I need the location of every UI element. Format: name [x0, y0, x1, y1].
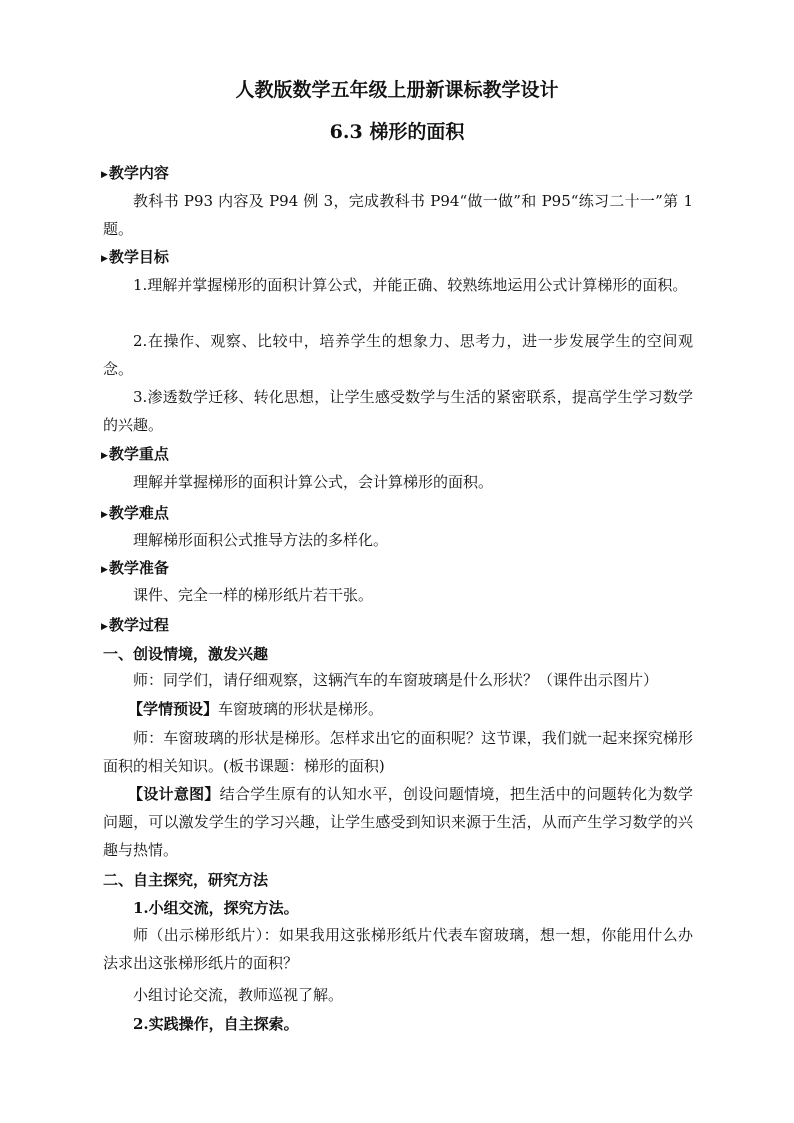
- lesson-subtitle: 6.3 梯形的面积: [329, 121, 465, 143]
- intent-paragraph: [103, 780, 693, 864]
- goal-item-3: 3.渗透数学迁移、转化思想，让学生感受数学与生活的紧密联系，提高学生学习数学的兴趣。: [103, 388, 693, 434]
- teacher-paragraph-3: 师（出示梯形纸片）：如果我用这张梯形纸片代表车窗玻璃，想一想，你能用什么办法求出这张梯形纸片的面积？: [103, 926, 693, 972]
- preview-paragraph: [128, 698, 383, 720]
- step1-heading: 1.小组交流，探究方法。: [133, 899, 299, 917]
- goal-item-2: 2.在操作、观察、比较中，培养学生的想象力、思考力，进一步发展学生的空间观念。: [103, 332, 693, 378]
- document-title: 人教版数学五年级上册新课标教学设计: [235, 79, 559, 101]
- section-heading-goals: ▶教学目标: [101, 248, 169, 266]
- intent-label: 【设计意图】: [128, 785, 220, 803]
- intent-text: 结合学生原有的认知水平，创设问题情境，把生活中的问题转化为数学问题，可以激发学生的学习兴趣，让学生感受到知识来源于生活，从而产生学习数学的兴趣与热情。: [103, 785, 693, 859]
- bullet-triangle-icon: ▶: [101, 510, 108, 520]
- bullet-triangle-icon: ▶: [101, 565, 108, 575]
- section-heading-difficulties: ▶教学难点: [101, 504, 169, 522]
- section-heading-process: ▶教学过程: [101, 616, 169, 634]
- part1-heading: 一、创设情境，激发兴趣: [103, 645, 269, 663]
- bullet-triangle-icon: ▶: [101, 622, 108, 632]
- section-heading-key-points: ▶教学重点: [101, 445, 169, 463]
- bullet-triangle-icon: ▶: [101, 451, 108, 461]
- preparation-text: 课件、完全一样的梯形纸片若干张。: [133, 586, 374, 604]
- content-paragraph: 教科书 P93 内容及 P94 例 3，完成教科书 P94“做一做”和 P95“练习二十一”第 1 题。: [103, 192, 693, 238]
- goal-item-1: 1.理解并掌握梯形的面积计算公式，并能正确、较熟练地运用公式计算梯形的面积。: [133, 276, 688, 294]
- teacher-question-1: 师：同学们，请仔细观察，这辆汽车的车窗玻璃是什么形状？（课件出示图片）: [133, 671, 659, 689]
- bullet-triangle-icon: ▶: [101, 254, 108, 264]
- group-discussion-text: 小组讨论交流，教师巡视了解。: [133, 986, 344, 1004]
- preview-text: 车窗玻璃的形状是梯形。: [218, 700, 384, 718]
- bullet-triangle-icon: ▶: [101, 170, 108, 180]
- key-points-text: 理解并掌握梯形的面积计算公式，会计算梯形的面积。: [133, 473, 494, 491]
- section-heading-content: ▶教学内容: [101, 164, 169, 182]
- difficulties-text: 理解梯形面积公式推导方法的多样化。: [133, 531, 389, 549]
- step2-heading: 2.实践操作，自主探索。: [133, 1015, 299, 1033]
- teacher-paragraph-2: 师：车窗玻璃的形状是梯形。怎样求出它的面积呢？这节课，我们就一起来探究梯形面积的相关知识。(板书课题：梯形的面积): [103, 729, 693, 775]
- preview-label: 【学情预设】: [128, 700, 219, 718]
- part2-heading: 二、自主探究，研究方法: [103, 871, 269, 889]
- section-heading-preparation: ▶教学准备: [101, 559, 169, 577]
